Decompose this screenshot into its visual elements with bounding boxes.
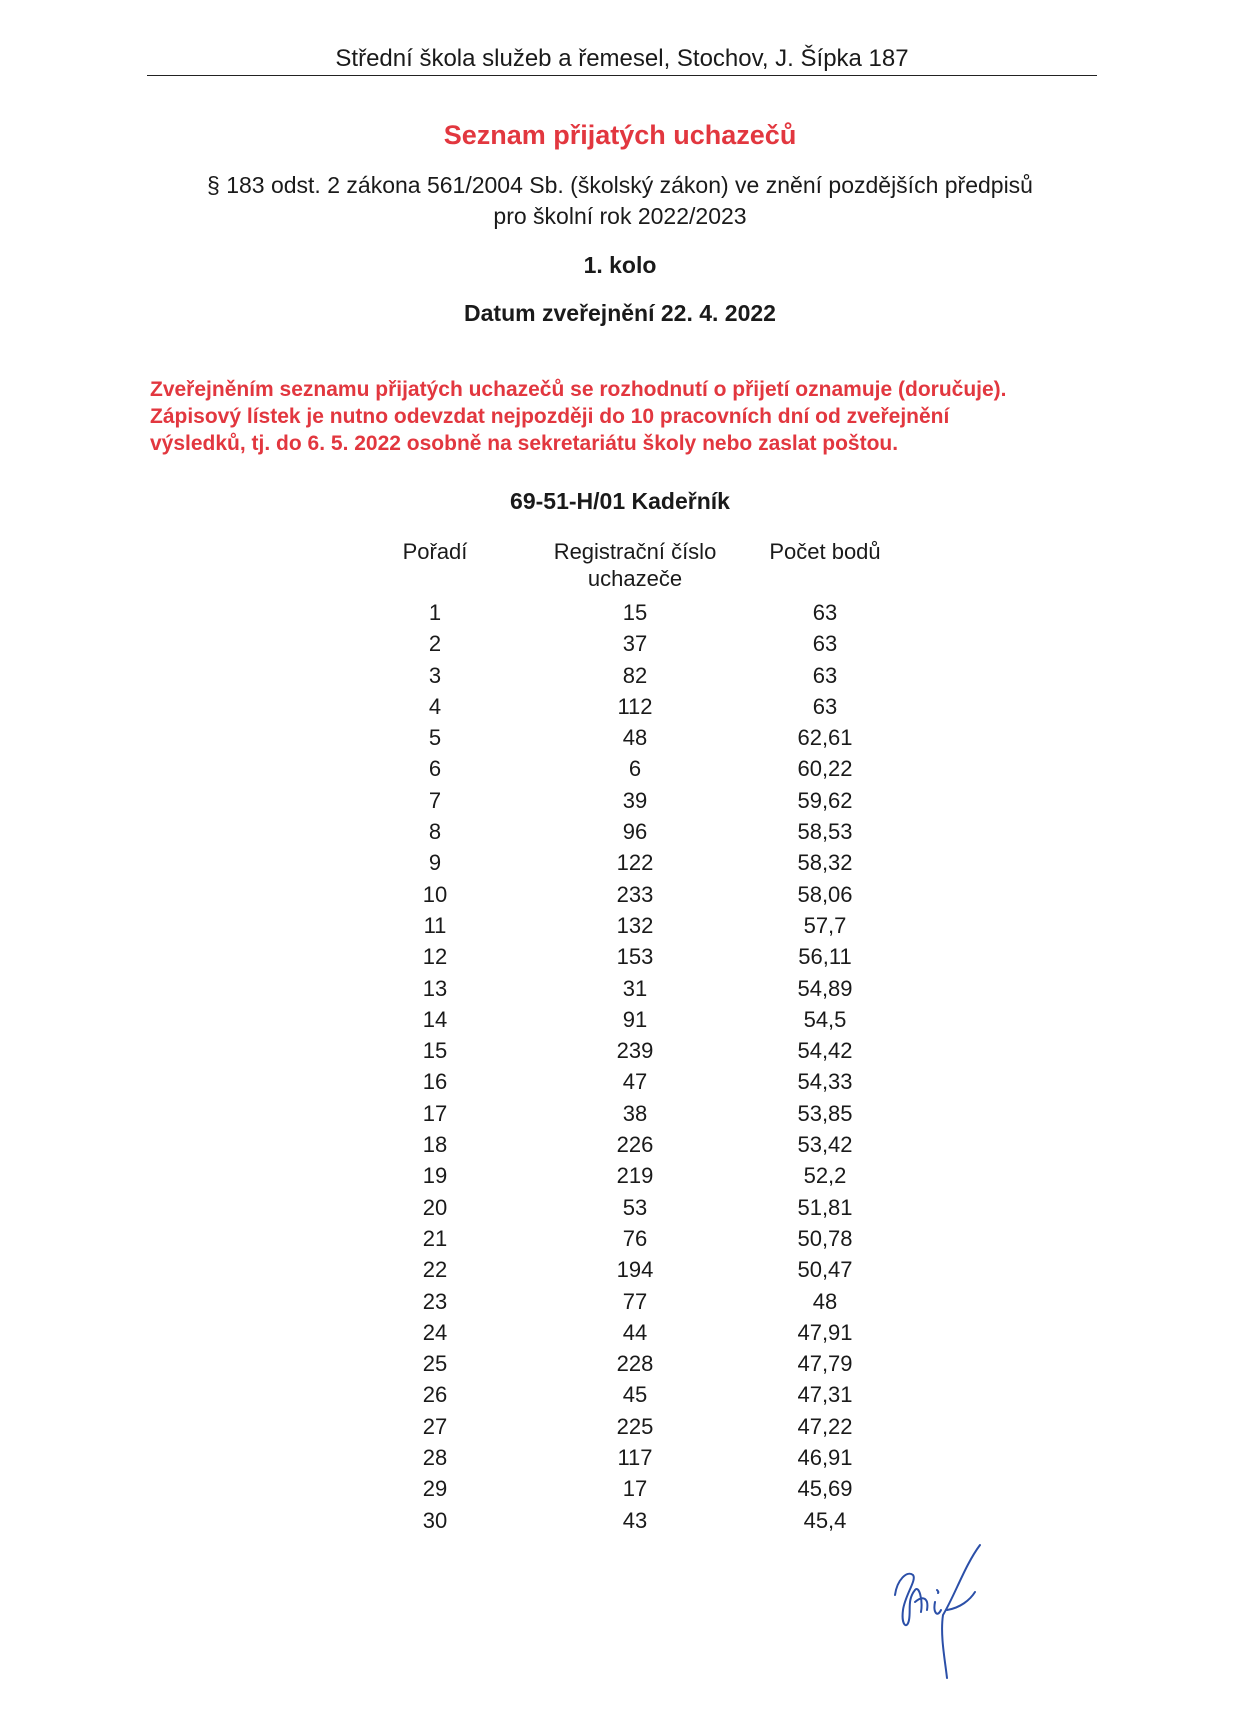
rank-cell: 5 [428,725,442,751]
points-cell: 53,85 [797,1100,853,1126]
registration-cell: 226 [616,1132,654,1158]
header-divider [147,75,1097,76]
rank-cell: 6 [428,756,442,782]
rank-cell: 23 [422,1288,448,1314]
registration-cell: 53 [622,1194,648,1220]
rank-cell: 13 [422,975,448,1001]
rank-cell: 29 [422,1476,448,1502]
table-row [385,1067,905,1098]
school-header: Střední škola služeb a řemesel, Stochov, J. Šípka 187 [335,45,909,72]
points-cell: 54,89 [797,975,853,1001]
registration-cell: 96 [622,819,648,845]
table-header [385,538,905,598]
points-cell: 54,42 [797,1038,853,1064]
table-row [385,942,905,973]
rank-cell: 27 [422,1413,448,1439]
rank-cell: 8 [428,819,442,845]
points-cell: 57,7 [803,912,847,938]
rank-cell: 4 [428,693,442,719]
points-cell: 47,79 [797,1351,853,1377]
publication-date: Datum zveřejnění 22. 4. 2022 [464,300,776,326]
rank-cell: 28 [422,1445,448,1471]
points-cell: 45,4 [803,1507,847,1533]
table-row [385,1474,905,1505]
table-row [385,629,905,660]
rank-cell: 9 [428,850,442,876]
table-row [385,661,905,692]
table-row [385,1506,905,1537]
registration-cell: 15 [622,600,648,625]
registration-header-line: uchazeče [587,566,683,591]
rank-cell: 3 [428,662,442,688]
rank-cell: 2 [428,631,442,657]
table-row [385,1380,905,1411]
registration-cell: 91 [622,1006,648,1032]
table-row [385,1193,905,1224]
registration-cell: 82 [622,662,648,688]
table-row [385,1255,905,1286]
signature-image [885,1540,1005,1680]
table-row [385,598,905,629]
rank-cell: 16 [422,1069,448,1095]
rank-cell: 26 [422,1382,448,1408]
registration-cell: 219 [616,1163,654,1189]
table-body [385,598,905,1537]
table-row [385,1099,905,1130]
rank-cell: 18 [422,1132,448,1158]
rank-cell: 14 [422,1006,448,1032]
table-row [385,911,905,942]
registration-cell: 31 [622,975,648,1001]
points-cell: 63 [812,662,838,688]
points-cell: 47,31 [797,1382,853,1408]
points-cell: 51,81 [797,1194,853,1220]
table-row [385,817,905,848]
admission-round: 1. kolo [583,252,657,278]
registration-cell: 43 [622,1507,648,1533]
registration-header-line: Registrační číslo [553,539,717,564]
rank-cell: 7 [428,787,442,813]
registration-cell: 239 [616,1038,654,1064]
registration-cell: 47 [622,1069,648,1095]
rank-cell: 30 [422,1507,448,1533]
points-cell: 62,61 [797,725,853,751]
rank-cell: 22 [422,1257,448,1283]
points-cell: 60,22 [797,756,853,782]
points-cell: 53,42 [797,1132,853,1158]
table-row [385,1130,905,1161]
registration-cell: 45 [622,1382,648,1408]
points-cell: 54,33 [797,1069,853,1095]
points-cell: 59,62 [797,787,853,813]
results-table [385,538,905,1537]
rank-cell: 20 [422,1194,448,1220]
points-cell: 50,47 [797,1257,853,1283]
registration-cell: 17 [622,1476,648,1502]
registration-cell: 6 [628,756,642,782]
rank-header: Pořadí [402,539,468,564]
table-row [385,974,905,1005]
registration-cell: 112 [617,693,653,719]
table-row [385,1036,905,1067]
rank-cell: 10 [422,881,448,907]
legal-reference [0,170,1240,232]
registration-cell: 44 [622,1319,648,1345]
notice-text [150,376,1110,457]
legal-line: § 183 odst. 2 zákona 561/2004 Sb. (školský zákon) ve znění pozdějších předpisů [207,172,1033,198]
table-row [385,880,905,911]
registration-cell: 153 [616,944,654,970]
table-row [385,1005,905,1036]
table-row [385,1224,905,1255]
points-cell: 48 [812,1288,838,1314]
table-row [385,848,905,879]
study-program: 69-51-H/01 Kadeřník [510,488,730,514]
rank-cell: 15 [422,1038,448,1064]
rank-cell: 11 [423,912,447,938]
points-cell: 50,78 [797,1225,853,1251]
legal-line: pro školní rok 2022/2023 [493,203,747,229]
registration-cell: 76 [622,1225,648,1251]
table-row [385,1161,905,1192]
table-row [385,786,905,817]
registration-cell: 122 [616,850,654,876]
table-row [385,754,905,785]
registration-cell: 117 [617,1445,653,1471]
notice-line: Zápisový lístek je nutno odevzdat nejpozději do 10 pracovních dní od zveřejnění [150,405,950,428]
points-cell: 63 [812,693,838,719]
points-cell: 58,06 [797,881,853,907]
registration-cell: 228 [616,1351,654,1377]
points-cell: 47,22 [797,1413,853,1439]
rank-cell: 19 [422,1163,448,1189]
points-cell: 54,5 [803,1006,847,1032]
points-header: Počet bodů [769,539,881,564]
points-cell: 58,32 [797,850,853,876]
registration-cell: 48 [622,725,648,751]
table-row [385,1318,905,1349]
points-cell: 58,53 [797,819,853,845]
table-row [385,1287,905,1318]
registration-cell: 38 [622,1100,648,1126]
registration-header [515,538,755,592]
table-row [385,1443,905,1474]
notice-line: výsledků, tj. do 6. 5. 2022 osobně na sekretariátu školy nebo zaslat poštou. [150,432,899,455]
table-row [385,692,905,723]
rank-cell: 21 [422,1225,448,1251]
points-cell: 63 [812,631,838,657]
rank-cell: 12 [422,944,448,970]
table-row [385,1412,905,1443]
table-row [385,723,905,754]
signature-stroke [895,1545,980,1678]
notice-line: Zveřejněním seznamu přijatých uchazečů se rozhodnutí o přijetí oznamuje (doručuje). [150,378,1007,401]
rank-cell: 1 [428,600,442,625]
registration-cell: 37 [622,631,648,657]
rank-cell: 17 [422,1100,448,1126]
registration-cell: 225 [616,1413,654,1439]
registration-cell: 132 [616,912,654,938]
rank-cell: 24 [422,1319,448,1345]
points-cell: 52,2 [803,1163,847,1189]
registration-cell: 39 [622,787,648,813]
document-title: Seznam přijatých uchazečů [443,120,797,150]
registration-cell: 77 [622,1288,648,1314]
table-row [385,1349,905,1380]
registration-cell: 194 [616,1257,654,1283]
registration-cell: 233 [616,881,654,907]
points-cell: 45,69 [797,1476,853,1502]
points-cell: 63 [812,600,838,625]
points-cell: 56,11 [798,944,852,970]
rank-cell: 25 [422,1351,448,1377]
points-cell: 47,91 [797,1319,853,1345]
points-cell: 46,91 [797,1445,853,1471]
